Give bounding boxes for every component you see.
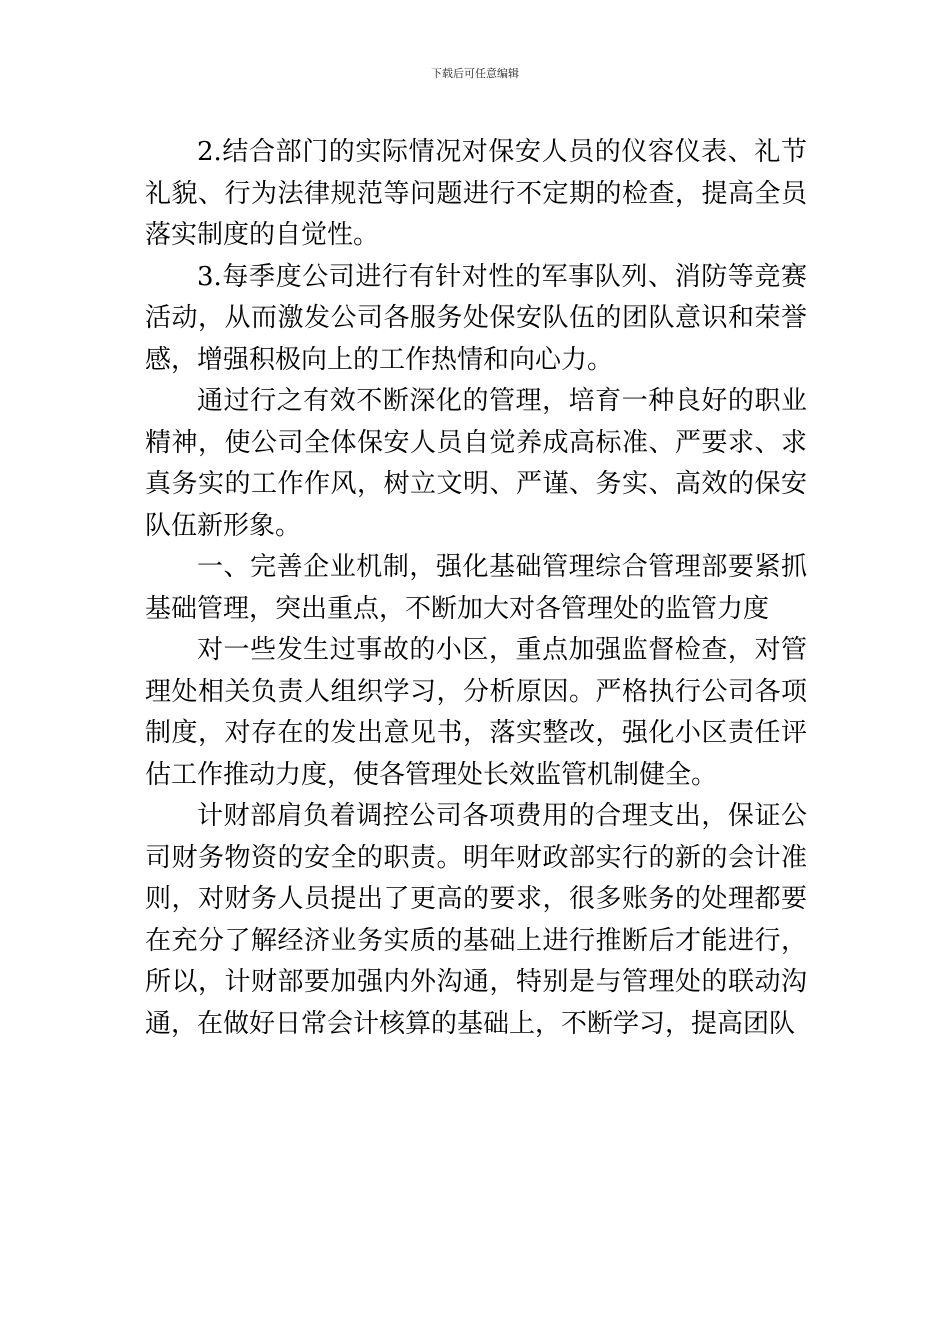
paragraph-finance-department: 计财部肩负着调控公司各项费用的合理支出，保证公司财务物资的安全的职责。明年财政部实行的新的会计准则，对财务人员提出了更高的要求，很多账务的处理都要在充分了解经济业务实质的基础上进行推断后才能进行，所以，计财部要加强内外沟通，特别是与管理处的联动沟通，在做好日常会计核算的基础上，不断学习，提高团队 — [145, 801, 807, 1039]
paragraph-item-2: 2.结合部门的实际情况对保安人员的仪容仪表、礼节礼貌、行为法律规范等问题进行不定期的检查，提高全员落实制度的自觉性。 — [145, 137, 807, 250]
paragraph-section-one-heading: 一、完善企业机制，强化基础管理综合管理部要紧抓基础管理，突出重点，不断加大对各管理处的监管力度 — [145, 552, 807, 624]
page-header: 下载后可任意编辑 — [431, 67, 519, 80]
document-body — [145, 132, 807, 1045]
paragraph-item-3: 3.每季度公司进行有针对性的军事队列、消防等竞赛活动，从而激发公司各服务处保安队伍的团队意识和荣誉感，增强积极向上的工作热情和向心力。 — [145, 261, 807, 375]
paragraph-incident-communities: 对一些发生过事故的小区，重点加强监督检查，对管理处相关负责人组织学习，分析原因。严格执行公司各项制度，对存在的发出意见书，落实整改，强化小区责任评估工作推动力度，使各管理处长效监管机制健全。 — [145, 635, 807, 790]
paragraph-management-summary: 通过行之有效不断深化的管理，培育一种良好的职业精神，使公司全体保安人员自觉养成高标准、严要求、求真务实的工作作风，树立文明、严谨、务实、高效的保安队伍新形象。 — [145, 386, 807, 541]
